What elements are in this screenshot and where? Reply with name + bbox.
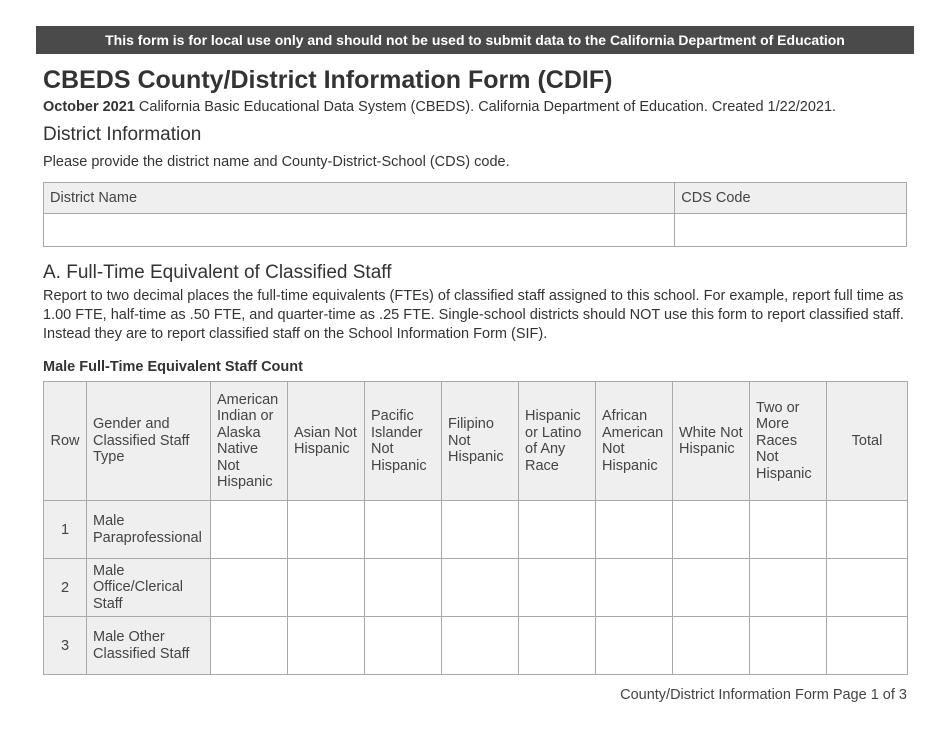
fte-cell[interactable] [750, 617, 827, 675]
fte-cell[interactable] [211, 559, 288, 617]
male-table-header-row [44, 382, 908, 501]
col-header-african-american: African American Not Hispanic [596, 382, 673, 501]
form-subtitle [43, 99, 836, 115]
col-header-white: White Not Hispanic [673, 382, 750, 501]
col-header-type: Gender and Classified Staff Type [87, 382, 211, 501]
fte-cell[interactable] [211, 617, 288, 675]
form-subtitle-text: California Basic Educational Data System (CBEDS). California Department of Education. Created 1/22/2021. [134, 99, 837, 115]
total-cell[interactable] [827, 559, 908, 617]
male-table-title: Male Full-Time Equivalent Staff Count [43, 359, 303, 375]
form-date: October 2021 [43, 99, 135, 115]
form-title: CBEDS County/District Information Form (CDIF) [43, 66, 613, 94]
row-number: 1 [44, 501, 87, 559]
fte-cell[interactable] [673, 559, 750, 617]
cds-code-header: CDS Code [675, 183, 907, 214]
col-header-two-or-more: Two or More Races Not Hispanic [750, 382, 827, 501]
fte-cell[interactable] [519, 617, 596, 675]
local-use-banner: This form is for local use only and should not be used to submit data to the California Department of Education [36, 26, 914, 54]
col-header-row: Row [44, 382, 87, 501]
district-info-heading: District Information [43, 124, 202, 145]
fte-cell[interactable] [365, 501, 442, 559]
fte-cell[interactable] [596, 617, 673, 675]
page-footer: County/District Information Form Page 1 of 3 [620, 687, 907, 703]
staff-type: Male Office/Clerical Staff [87, 559, 211, 617]
fte-cell[interactable] [750, 559, 827, 617]
fte-cell[interactable] [519, 559, 596, 617]
staff-type: Male Other Classified Staff [87, 617, 211, 675]
fte-cell[interactable] [442, 559, 519, 617]
col-header-american-indian: American Indian or Alaska Native Not Hispanic [211, 382, 288, 501]
district-instruction: Please provide the district name and County-District-School (CDS) code. [43, 154, 510, 170]
total-cell[interactable] [827, 617, 908, 675]
section-a-paragraph: Report to two decimal places the full-time equivalents (FTEs) of classified staff assigned to this school. For example, report full time as 1.00 FTE, half-time as .50 FTE, and quarter-time as .25 FTE. Single-school districts should NOT use this form to report classified staff. Instead they are to report classified staff on the School Information Form (SIF). [43, 288, 904, 342]
total-cell[interactable] [827, 501, 908, 559]
fte-cell[interactable] [288, 501, 365, 559]
fte-cell[interactable] [288, 559, 365, 617]
fte-cell[interactable] [750, 501, 827, 559]
fte-cell[interactable] [211, 501, 288, 559]
district-info-table [43, 182, 907, 247]
col-header-hispanic: Hispanic or Latino of Any Race [519, 382, 596, 501]
district-name-field[interactable] [44, 214, 675, 247]
fte-cell[interactable] [519, 501, 596, 559]
fte-cell[interactable] [288, 617, 365, 675]
district-name-header: District Name [44, 183, 675, 214]
col-header-filipino: Filipino Not Hispanic [442, 382, 519, 501]
section-a-heading: A. Full-Time Equivalent of Classified Staff [43, 262, 392, 283]
table-row [44, 501, 908, 559]
male-fte-table [43, 381, 908, 675]
fte-cell[interactable] [673, 501, 750, 559]
fte-cell[interactable] [442, 501, 519, 559]
fte-cell[interactable] [596, 559, 673, 617]
row-number: 2 [44, 559, 87, 617]
row-number: 3 [44, 617, 87, 675]
fte-cell[interactable] [442, 617, 519, 675]
fte-cell[interactable] [596, 501, 673, 559]
cds-code-field[interactable] [675, 214, 907, 247]
col-header-pacific-islander: Pacific Islander Not Hispanic [365, 382, 442, 501]
table-row [44, 559, 908, 617]
table-row [44, 617, 908, 675]
staff-type: Male Paraprofessional [87, 501, 211, 559]
col-header-total: Total [827, 382, 908, 501]
fte-cell[interactable] [365, 559, 442, 617]
col-header-asian: Asian Not Hispanic [288, 382, 365, 501]
fte-cell[interactable] [365, 617, 442, 675]
fte-cell[interactable] [673, 617, 750, 675]
